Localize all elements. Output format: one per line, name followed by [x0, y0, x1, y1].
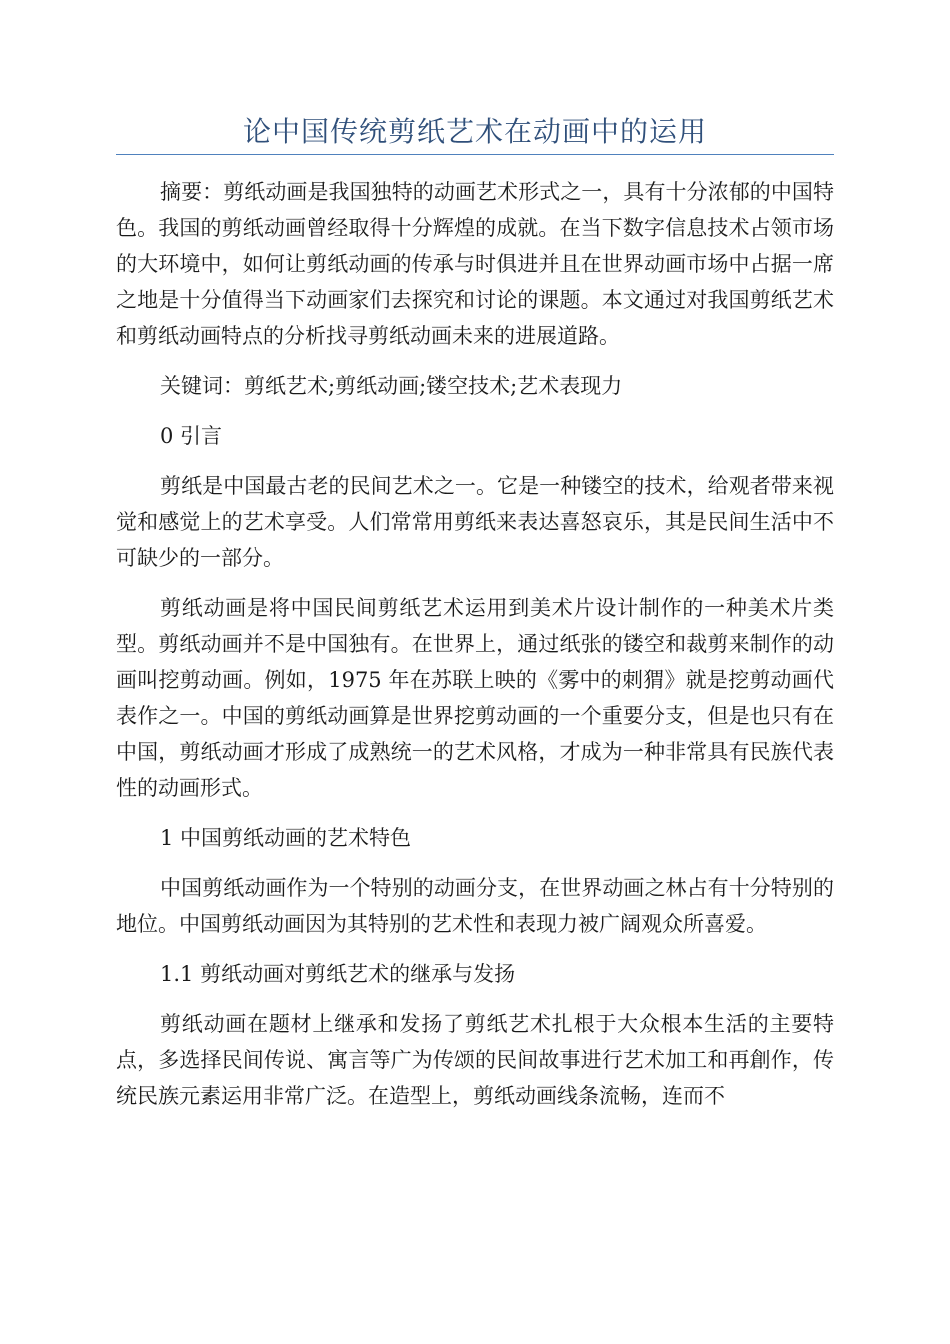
body-paragraph: 剪纸动画是将中国民间剪纸艺术运用到美术片设计制作的一种美术片类型。剪纸动画并不是中国独有。在世界上，通过纸张的镂空和裁剪来制作的动画叫挖剪动画。例如，1975 年在苏联上映的《雾中的刺猬》就是挖剪动画代表作之一。中国的剪纸动画算是世界挖剪动画的一个重要分支，但是也只有在中国，剪纸动画才形成了成熟统一的艺术风格，才成为一种非常具有民族代表性的动画形式。 — [116, 596, 834, 800]
body-paragraph: 剪纸动画在题材上继承和发扬了剪纸艺术扎根于大众根本生活的主要特点，多选择民间传说、寓言等广为传颂的民间故事进行艺术加工和再創作，传统民族元素运用非常广泛。在造型上，剪纸动画线条流畅，连而不 — [116, 1012, 834, 1108]
keywords-line: 关键词：剪纸艺术;剪纸动画;镂空技术;艺术表现力 — [160, 374, 623, 398]
document-title: 论中国传统剪纸艺术在动画中的运用 — [242, 115, 707, 148]
abstract-paragraph: 摘要：剪纸动画是我国独特的动画艺术形式之一，具有十分浓郁的中国特色。我国的剪纸动画曾经取得十分辉煌的成就。在当下数字信息技术占领市场的大环境中，如何让剪纸动画的传承与时俱进并且在世界动画市场中占据一席之地是十分值得当下动画家们去探究和讨论的课题。本文通过对我国剪纸艺术和剪纸动画特点的分析找寻剪纸动画未来的进展道路。 — [116, 180, 834, 348]
section-heading-introduction: 0 引言 — [160, 424, 223, 448]
section-heading-1-1: 1.1 剪纸动画对剪纸艺术的继承与发扬 — [160, 962, 516, 986]
section-heading-1: 1 中国剪纸动画的艺术特色 — [160, 826, 412, 850]
body-paragraph: 剪纸是中国最古老的民间艺术之一。它是一种镂空的技术，给观者带来视觉和感觉上的艺术享受。人们常常用剪纸来表达喜怒哀乐，其是民间生活中不可缺少的一部分。 — [116, 474, 834, 570]
title-underline — [116, 154, 834, 155]
body-paragraph: 中国剪纸动画作为一个特别的动画分支，在世界动画之林占有十分特别的地位。中国剪纸动画因为其特别的艺术性和表现力被广阔观众所喜爱。 — [116, 876, 834, 936]
document-body — [116, 174, 834, 1128]
